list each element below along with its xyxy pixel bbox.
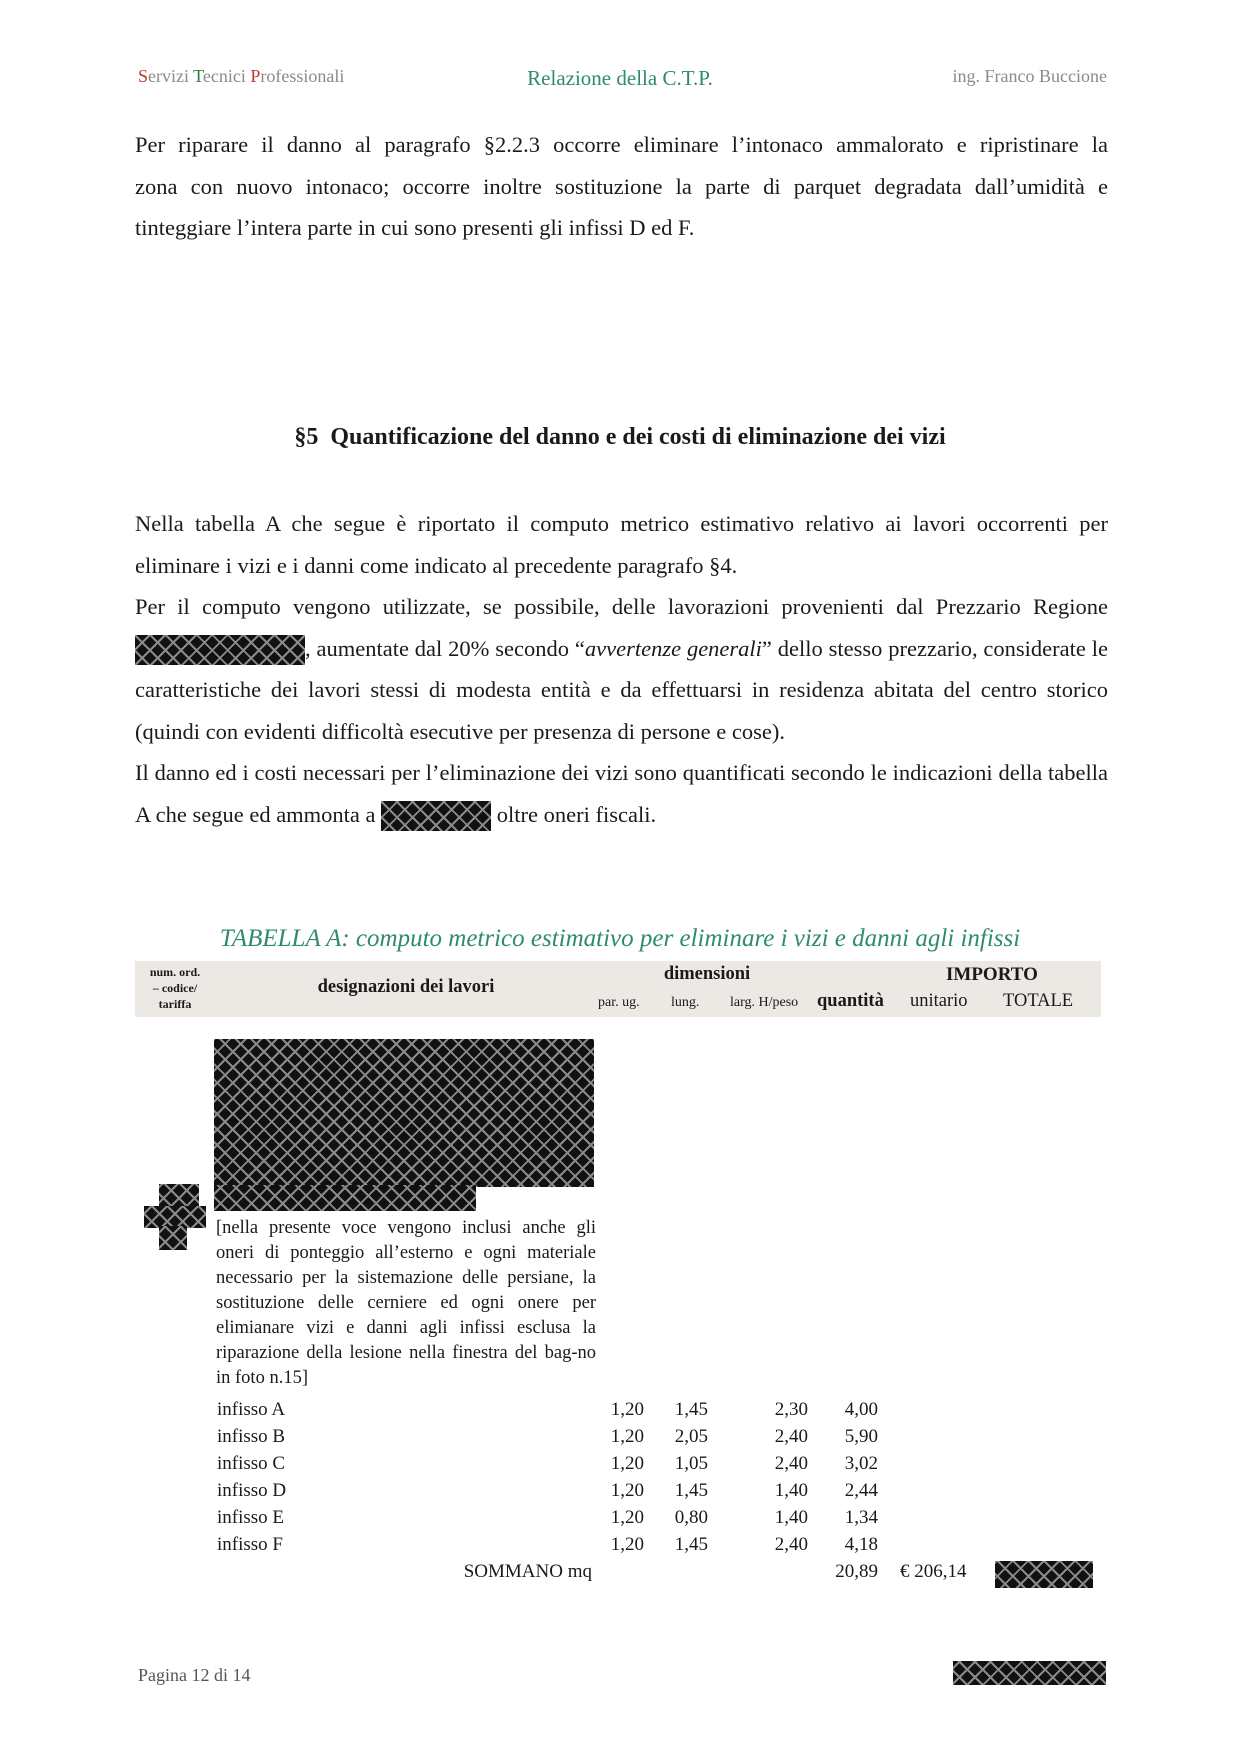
header-left: Servizi Tecnici Professionali [138, 66, 345, 86]
header-author: ing. Franco Buccione [952, 66, 1107, 86]
header-quantity: quantità [817, 991, 884, 1011]
sum-unit-price: € 206,14 [900, 1561, 967, 1582]
header-larg: larg. H/peso [730, 995, 799, 1010]
p2-mid-b: ” dello stesso prezzario, considerate le caratteristiche dei lavori stessi di modesta entità e da effettuarsi in residenza abitata del centro storico (quindi con evidenti difficoltà esecutive per presenza di persone e cose). [135, 635, 1108, 744]
p2-start: Per il computo vengono utilizzate, se possibile, delle lavorazioni provenienti dal Prezzario Regione [135, 594, 1108, 619]
redacted-code-bottom [159, 1226, 187, 1250]
redacted-description [214, 1039, 594, 1187]
header-designation: designazioni dei lavori [317, 977, 495, 997]
table-row: infisso E 1,20 0,80 1,40 1,34 [217, 1507, 878, 1528]
intro-line-2: zona con nuovo intonaco; occorre inoltre sostituzione la parte di parquet degradata dall’umidità e [135, 173, 1108, 199]
table-caption: TABELLA A: computo metrico estimativo per eliminare i vizi e danni agli infissi [219, 925, 1021, 952]
p3-end: oltre oneri fiscali. [491, 801, 657, 827]
header-lung: lung. [671, 995, 700, 1010]
redacted-total [995, 1561, 1093, 1588]
redacted-region-name [135, 635, 305, 665]
table-row: infisso C 1,20 1,05 2,40 3,02 [217, 1453, 878, 1474]
page-number: Pagina 12 di 14 [138, 1665, 251, 1685]
redacted-amount [381, 801, 491, 831]
intro-paragraph [135, 124, 1108, 249]
section-title: Quantificazione del danno e dei costi di eliminazione dei vizi [330, 424, 946, 450]
header-unitario: unitario [910, 991, 968, 1011]
table-row: infisso F 1,20 1,45 2,40 4,18 [217, 1534, 878, 1555]
body-paragraph-3 [135, 752, 1108, 835]
header-totale: TOTALE [1003, 991, 1074, 1011]
body-paragraph-2 [135, 586, 1108, 752]
header-par-ug: par. ug. [598, 995, 640, 1010]
header-num-ord: num. ord. – codice/ tariffa [149, 965, 201, 1011]
header-importo: IMPORTO [946, 964, 1038, 985]
redacted-description-tail [214, 1185, 476, 1211]
redacted-footer-right [953, 1661, 1106, 1685]
body-paragraph-1: Nella tabella A che segue è riportato il computo metrico estimativo relativo ai lavori occorrenti per eliminare i vizi e i danni come indicato al precedente paragrafo §4. [135, 511, 1108, 578]
header-title: Relazione della C.T.P. [527, 66, 713, 90]
section-heading [0, 424, 1240, 451]
p2-mid-a: , aumentate dal 20% secondo “ [305, 635, 585, 661]
p2-italic: avvertenze generali [584, 635, 762, 661]
header-dimensions: dimensioni [663, 964, 751, 984]
sum-quantity: 20,89 [835, 1561, 878, 1582]
intro-line-1: Per riparare il danno al paragrafo §2.2.3 occorre eliminare l’intonaco ammalorato e ripristinare la [135, 132, 1108, 157]
table-row: infisso A 1,20 1,45 2,30 4,00 [217, 1399, 878, 1420]
redacted-code-mid [144, 1206, 206, 1228]
redacted-code-top [159, 1184, 199, 1208]
table-row: infisso B 1,20 2,05 2,40 5,90 [217, 1426, 878, 1447]
intro-line-3: tinteggiare l’intera parte in cui sono presenti gli infissi D ed F. [135, 215, 695, 240]
sum-label: SOMMANO mq [463, 1561, 592, 1582]
section-number: §5 [294, 424, 319, 450]
table-row: infisso D 1,20 1,45 1,40 2,44 [217, 1480, 878, 1501]
p3-start: Il danno ed i costi necessari per l’eliminazione dei vizi sono quantificati secondo le indicazioni della tabella A che segue ed ammonta a [135, 760, 1108, 827]
item-description: [nella presente voce vengono inclusi anche gli oneri di ponteggio all’esterno e ogni materiale necessario per la sistemazione delle persiane, la sostituzione delle cerniere ed ogni onere per elimianare vizi e danni agli infissi esclusa la riparazione della lesione nella finestra del bag-no in foto n.15] [216, 1218, 596, 1388]
